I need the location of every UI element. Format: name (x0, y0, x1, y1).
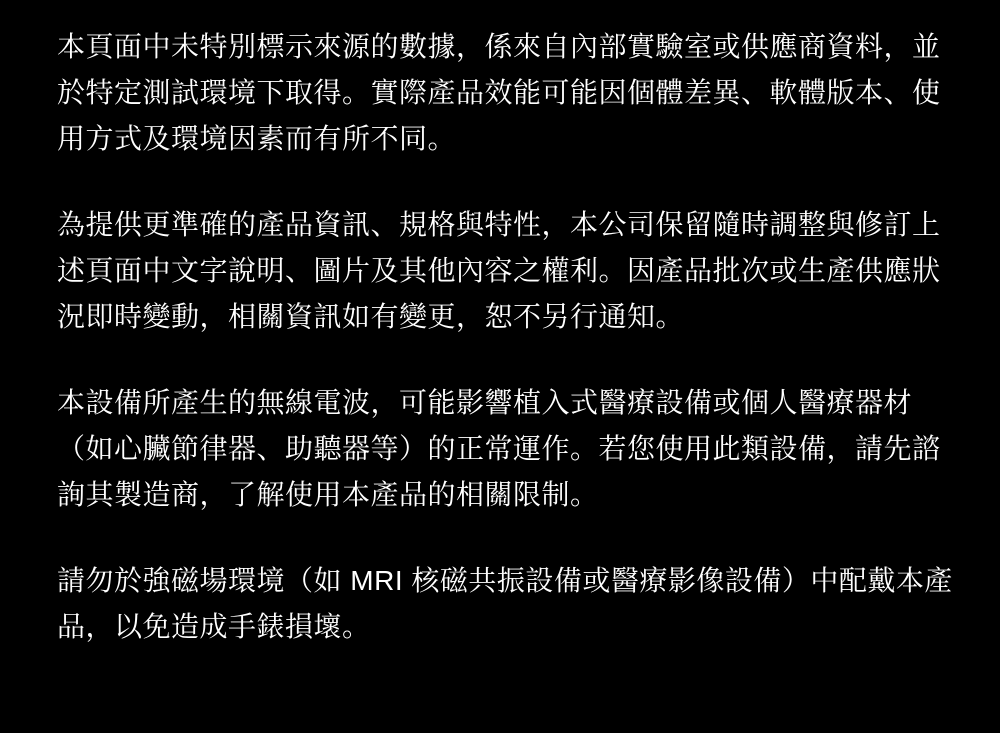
disclaimer-paragraph-medical-devices: 本設備所產生的無線電波，可能影響植入式醫療設備或個人醫療器材（如心臟節律器、助聽器等）的正常運作。若您使用此類設備，請先諮詢其製造商，了解使用本產品的相關限制。 (57, 387, 941, 510)
disclaimer-paragraph-magnetic-field: 請勿於強磁場環境（如 MRI 核磁共振設備或醫療影像設備）中配戴本產品，以免造成手錶損壞。 (57, 565, 953, 642)
disclaimer-paragraph-data-source: 本頁面中未特別標示來源的數據，係來自內部實驗室或供應商資料，並於特定測試環境下取得。實際產品效能可能因個體差異、軟體版本、使用方式及環境因素而有所不同。 (57, 31, 941, 154)
disclaimer-paragraph-revision-rights: 為提供更準確的產品資訊、規格與特性，本公司保留隨時調整與修訂上述頁面中文字說明、圖片及其他內容之權利。因產品批次或生產供應狀況即時變動，相關資訊如有變更，恕不另行通知。 (57, 209, 941, 332)
